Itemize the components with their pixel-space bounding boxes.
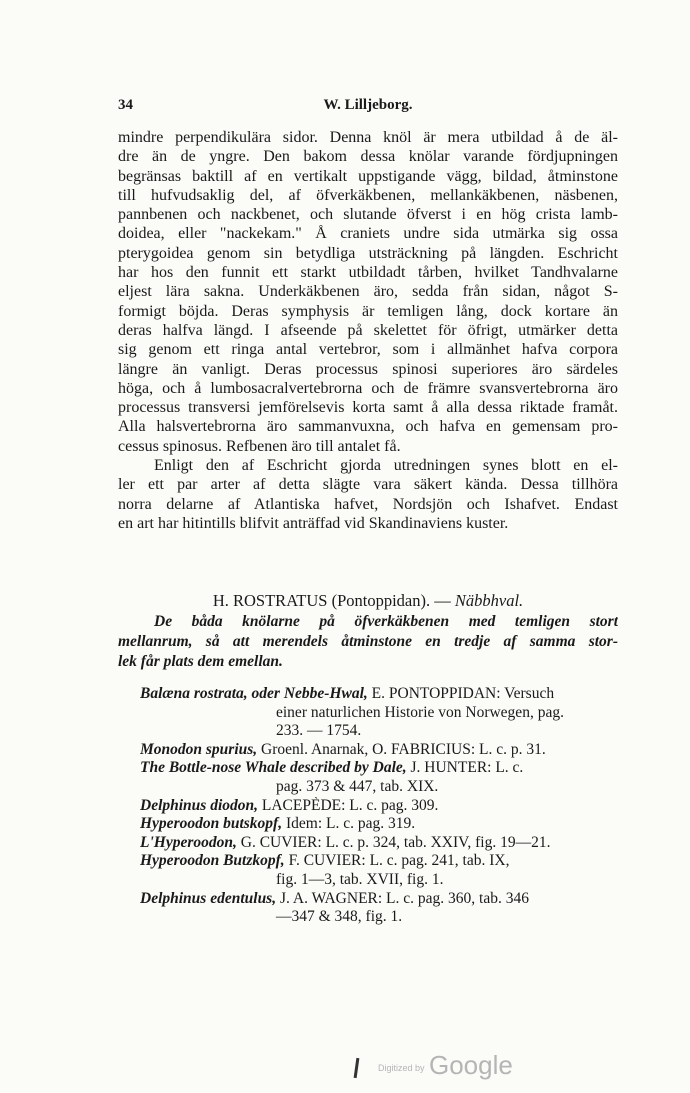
text-line: processus transversi jemförelsevis korta samt å alla dessa riktade framåt. bbox=[118, 399, 618, 417]
common-name: Näbbhval. bbox=[454, 591, 524, 610]
synonym-name: Delphinus diodon, bbox=[140, 796, 259, 814]
text-line: till hufvudsaklig del, af öfverkäkbenen, mellankäkbenen, näsbenen, bbox=[118, 186, 618, 204]
text-line: begränsas baktill af en vertikalt uppstigande vägg, bildad, åtminstone bbox=[118, 167, 618, 185]
text-line: norra delarne af Atlantiska hafvet, Nordsjön och Ishafvet. Endast bbox=[118, 495, 618, 513]
text-line: eljest lära sakna. Underkäkbenen äro, sedda från sidan, något S- bbox=[118, 283, 618, 301]
synonym-entry bbox=[140, 741, 618, 760]
synonym-name: Balæna rostrata, oder Nebbe-Hwal, bbox=[140, 685, 368, 702]
ink-mark bbox=[354, 1058, 360, 1078]
digitized-label: Digitized by bbox=[378, 1063, 425, 1073]
text-line: deras halfva längd. I afseende på skelettet för öfrigt, utmärker detta bbox=[118, 321, 618, 339]
text-line: dre än de yngre. Den bakom dessa knölar varande fördjupningen bbox=[118, 148, 618, 166]
species-heading: H. ROSTRATUS (Pontoppidan). — bbox=[212, 591, 455, 610]
synonym-citation: J. A. WAGNER: L. c. pag. 360, tab. 346 bbox=[276, 889, 529, 907]
synonym-citation-cont: einer naturlichen Historie von Norwegen, pag. bbox=[276, 703, 564, 721]
synonym-entry bbox=[140, 834, 618, 853]
synonym-citation: G. CUVIER: L. c. p. 324, tab. XXIV, fig. 19—21. bbox=[236, 833, 551, 851]
synonym-entry bbox=[140, 815, 618, 834]
synonym-entry bbox=[140, 797, 618, 816]
text-line: formigt böjda. Deras symphysis är temligen lång, dock kortare än bbox=[118, 302, 618, 320]
synonym-name: L'Hyperoodon, bbox=[140, 833, 237, 851]
synonym-citation: F. CUVIER: L. c. pag. 241, tab. IX, bbox=[284, 852, 510, 870]
synonym-name: Hyperoodon Butzkopf, bbox=[140, 852, 285, 870]
synonym-citation: E. PONTOPPIDAN: Versuch bbox=[367, 685, 555, 702]
synonym-entry bbox=[140, 890, 618, 927]
text-line: längre än vanligt. Deras processus spinosi superiores äro särdeles bbox=[118, 360, 618, 378]
text-line: pannbenen och nackbenet, och slutande öfverst i en hög crista lamb- bbox=[118, 206, 618, 224]
text-line: har hos den funnit ett starkt utbildadt tårben, hvilket Tandhvalarne bbox=[118, 264, 618, 282]
synonym-citation: LACEPÈDE: L. c. pag. 309. bbox=[258, 796, 439, 814]
running-title: W. Lilljeborg. bbox=[323, 97, 413, 113]
synonym-name: Monodon spurius, bbox=[140, 740, 258, 758]
synonym-entry bbox=[140, 685, 618, 741]
synonym-name: Hyperoodon butskopf, bbox=[140, 815, 283, 833]
diagnosis-line: mellanrum, så att merendels åtminstone en tredje af samma stor- bbox=[118, 633, 618, 650]
digitized-watermark bbox=[378, 1050, 513, 1081]
diagnosis-line: De båda knölarne på öfverkäkbenen med temligen stort bbox=[154, 613, 618, 630]
text-line: ler ett par arter af detta slägte vara säkert kända. Dessa tillhöra bbox=[118, 476, 618, 494]
synonymy-list bbox=[140, 685, 618, 927]
page-header bbox=[118, 97, 618, 117]
species-diagnosis bbox=[118, 612, 618, 672]
page-number: 34 bbox=[118, 97, 133, 113]
synonym-citation: Groenl. Anarnak, O. FABRICIUS: L. c. p. 31. bbox=[257, 740, 546, 758]
synonym-entry bbox=[140, 852, 618, 889]
synonym-citation-cont: fig. 1—3, tab. XVII, fig. 1. bbox=[276, 870, 444, 888]
body-text bbox=[118, 128, 618, 533]
text-line: pterygoidea genom sin betydliga utsträckning på längden. Eschricht bbox=[118, 244, 618, 262]
text-line: Enligt den af Eschricht gjorda utredningen synes blott en el- bbox=[154, 457, 618, 475]
google-logo: Google bbox=[428, 1050, 513, 1080]
synonym-name: The Bottle-nose Whale described by Dale, bbox=[140, 759, 407, 777]
section-heading bbox=[118, 591, 618, 611]
synonym-entry bbox=[140, 759, 618, 796]
text-line: mindre perpendikulära sidor. Denna knöl är mera utbildad å de äl- bbox=[118, 129, 618, 146]
synonym-citation: Idem: L. c. pag. 319. bbox=[282, 815, 416, 833]
text-line: cessus spinosus. Refbenen äro till antalet få. bbox=[118, 437, 401, 455]
text-line: Alla halsvertebrorna äro sammanvuxna, och hafva en gemensam pro- bbox=[118, 418, 618, 436]
diagnosis-line: lek får plats dem emellan. bbox=[118, 653, 283, 670]
synonym-citation-cont: 233. — 1754. bbox=[276, 722, 362, 740]
synonym-citation-cont: —347 & 348, fig. 1. bbox=[276, 908, 403, 926]
text-line: en art har hitintills blifvit anträffad vid Skandinaviens kuster. bbox=[118, 514, 509, 532]
text-line: doidea, eller "nackekam." Å craniets undre sida utmärka sig ossa bbox=[118, 225, 618, 243]
synonym-name: Delphinus edentulus, bbox=[140, 889, 277, 907]
text-line: sig genom ett ringa antal vertebror, som i allmänhet hafva corpora bbox=[118, 341, 618, 359]
synonym-citation: J. HUNTER: L. c. bbox=[406, 759, 524, 777]
text-line: höga, och å lumbosacralvertebrorna och de främre svansvertebrorna äro bbox=[118, 379, 618, 397]
synonym-citation-cont: pag. 373 & 447, tab. XIX. bbox=[276, 777, 439, 795]
